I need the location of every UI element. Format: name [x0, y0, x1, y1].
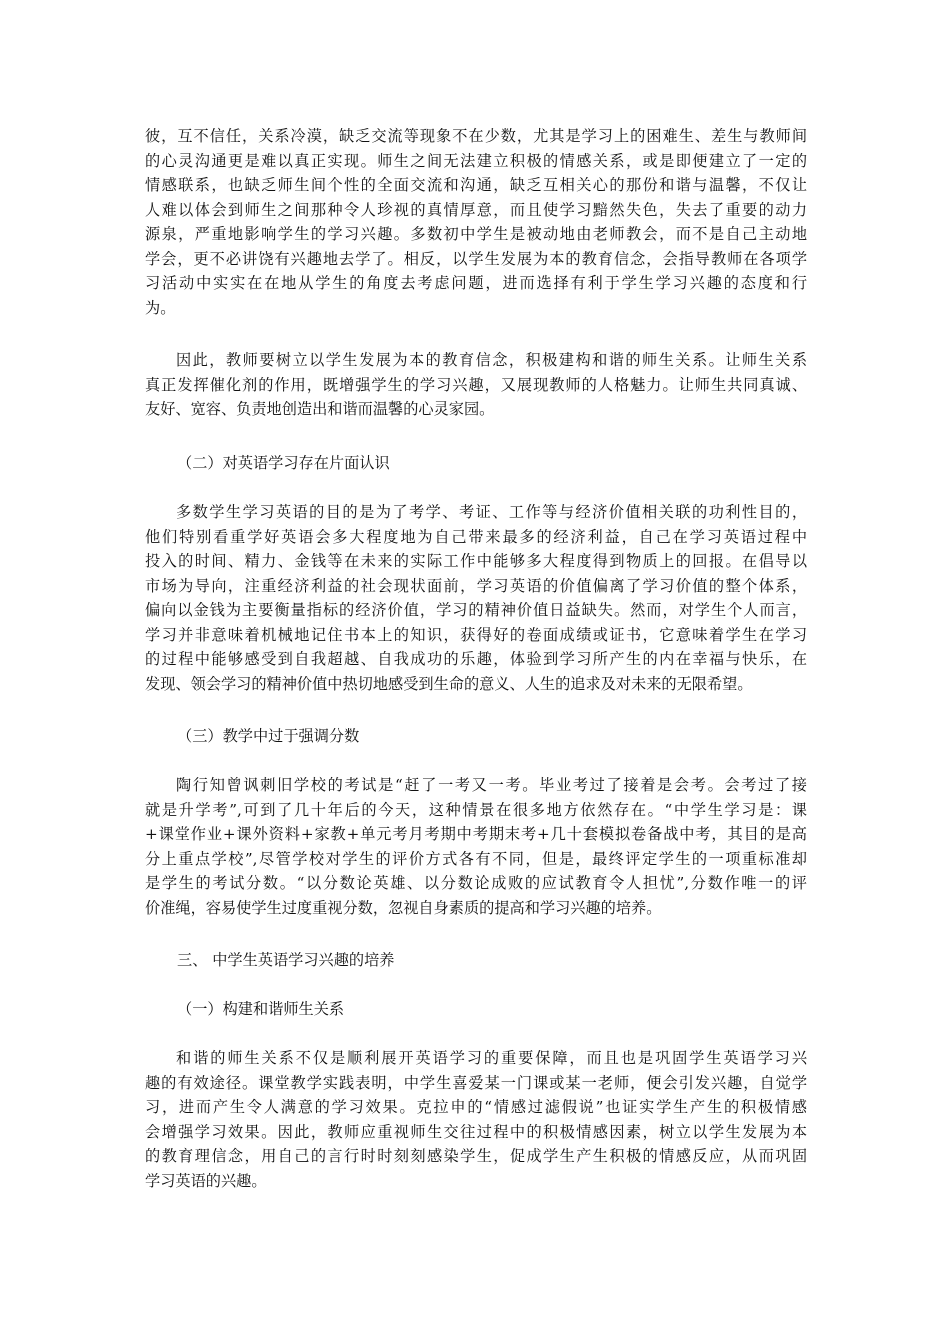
text-line: 因此，教师要树立以学生发展为本的教育信念，积极建构和谐的师生关系。让师生关系: [176, 351, 807, 369]
text-line: 偏向以金钱为主要衡量指标的经济价值，学习的精神价值日益缺失。然而，对学生个人而言，: [145, 601, 807, 619]
text-line: 市场为导向，注重经济利益的社会现状面前，学习英语的价值偏离了学习价值的整个体系，: [145, 576, 807, 595]
text-line: 真正发挥催化剂的作用，既增强学生的学习兴趣，又展现教师的人格魅力。让师生共同真诚、: [145, 375, 807, 394]
text-line: 友好、宽容、负责地创造出和谐而温馨的心灵家园。: [145, 400, 495, 418]
text-line: 分上重点学校”,尽管学校对学生的评价方式各有不同，但是，最终评定学生的一项重标准却: [145, 849, 807, 868]
section-heading-score-emphasis: （三）教学中过于强调分数: [177, 727, 360, 745]
text-line: 习活动中实实在在地从学生的角度去考虑问题，进而选择有利于学生学习兴趣的态度和行: [145, 274, 807, 292]
paragraph-teacher-student-relations: [145, 124, 807, 320]
text-line: 情感联系，也缺乏师生间个性的全面交流和沟通，缺乏互相关心的那份和谐与温馨，不仅让: [145, 176, 807, 194]
text-line: 的心灵沟通更是难以真正实现。师生之间无法建立积极的情感关系，或是即便建立了一定的: [145, 151, 807, 170]
text-line: 的教育理信念，用自己的言行时时刻刻感染学生，促成学生产生积极的情感反应，从而巩固: [145, 1147, 807, 1165]
chapter-heading-cultivation: 三、 中学生英语学习兴趣的培养: [177, 951, 395, 969]
text-line: 学会，更不必讲饶有兴趣地去学了。相反，以学生发展为本的教育信念，会指导教师在各项学: [145, 249, 807, 268]
text-line: 发现、领会学习的精神价值中热切地感受到生命的意义、人生的追求及对未来的无限希望。: [145, 674, 753, 693]
paragraph-therefore: [145, 348, 807, 422]
text-line: 投入的时间、精力、金钱等在未来的实际工作中能够多大程度得到物质上的回报。在倡导以: [145, 552, 807, 570]
text-line: 会增强学习效果。因此，教师应重视师生交往过程中的积极情感因素，树立以学生发展为本: [145, 1122, 807, 1141]
text-line: 就是升学考”,可到了几十年后的今天，这种情景在很多地方依然存在。“中学生学习是：课: [145, 800, 807, 819]
section-heading-one-sided-view: （二）对英语学习存在片面认识: [177, 454, 390, 472]
text-line: 学习英语的兴趣。: [145, 1171, 267, 1190]
text-line: 彼，互不信任，关系冷漠，缺乏交流等现象不在少数，尤其是学习上的困难生、差生与教师间: [145, 127, 807, 145]
text-line: 他们特别看重学好英语会多大程度地为自己带来最多的经济利益，自己在学习英语过程中: [145, 527, 807, 546]
text-line: +课堂作业+课外资料+家教+单元考月考期中考期末考+几十套模拟卷备战中考，其目的是高: [145, 825, 807, 843]
paragraph-harmonious-relations: [145, 1046, 807, 1193]
paragraph-tao-xingzhi: [145, 773, 807, 920]
text-line: 和谐的师生关系不仅是顺利展开英语学习的重要保障，而且也是巩固学生英语学习兴: [176, 1049, 807, 1067]
text-line: 趣的有效途径。课堂教学实践表明，中学生喜爱某一门课或某一老师，便会引发兴趣，自觉学: [145, 1073, 807, 1092]
text-line: 人难以体会到师生之间那种令人珍视的真情厚意，而且使学习黯然失色，失去了重要的动力: [145, 200, 807, 219]
text-line: 的过程中能够感受到自我超越、自我成功的乐趣，体验到学习所产生的内在幸福与快乐，在: [145, 650, 807, 668]
text-line: 陶行知曾讽刺旧学校的考试是“赶了一考又一考。毕业考过了接着是会考。会考过了接: [176, 776, 807, 794]
text-line: 价准绳，容易使学生过度重视分数，忽视自身素质的提高和学习兴趣的培养。: [145, 898, 662, 917]
paragraph-english-learning-purpose: [145, 500, 807, 696]
text-line: 是学生的考试分数。“以分数论英雄、以分数论成败的应试教育令人担忧”,分数作唯一的评: [145, 874, 807, 892]
text-line: 多数学生学习英语的目的是为了考学、考证、工作等与经济价值相关联的功利性目的，: [176, 503, 807, 521]
text-line: 源泉，严重地影响学生的学习兴趣。多数初中学生是被动地由老师教会，而不是自己主动地: [145, 225, 807, 243]
text-line: 习，进而产生令人满意的学习效果。克拉申的“情感过滤假说”也证实学生产生的积极情感: [145, 1098, 807, 1116]
section-heading-harmonious-relations: （一）构建和谐师生关系: [177, 1000, 345, 1018]
text-line: 为。: [145, 298, 176, 317]
text-line: 学习并非意味着机械地记住书本上的知识，获得好的卷面成绩或证书，它意味着学生在学习: [145, 625, 807, 644]
